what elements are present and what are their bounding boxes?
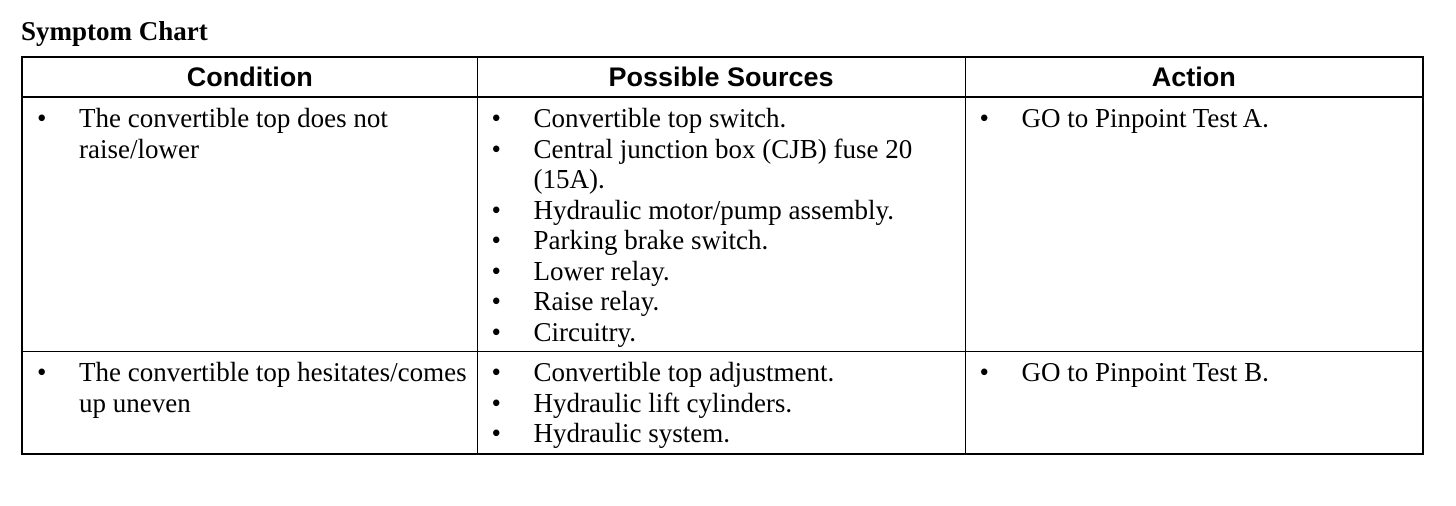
action-list	[966, 357, 1423, 388]
source-item: • Lower relay.	[478, 256, 965, 287]
source-item: • Raise relay.	[478, 286, 965, 317]
source-item: • Hydraulic system.	[478, 418, 965, 449]
table-header-row	[22, 57, 1423, 97]
sources-cell	[477, 352, 965, 454]
source-item: • Convertible top switch.	[478, 103, 965, 134]
condition-cell	[22, 352, 477, 454]
column-header-condition: Condition	[22, 57, 477, 97]
action-cell	[965, 97, 1423, 352]
condition-cell	[22, 97, 477, 352]
column-header-possible-sources: Possible Sources	[477, 57, 965, 97]
action-item: • GO to Pinpoint Test A.	[966, 103, 1423, 134]
condition-item: • The convertible top does not raise/lower	[23, 103, 477, 164]
table-row	[22, 97, 1423, 352]
column-header-action: Action	[965, 57, 1423, 97]
source-item: • Hydraulic lift cylinders.	[478, 388, 965, 419]
sources-list	[478, 357, 965, 449]
condition-list	[23, 103, 477, 164]
symptom-table	[21, 56, 1424, 455]
action-list	[966, 103, 1423, 134]
table-row	[22, 352, 1423, 454]
condition-list	[23, 357, 477, 418]
sources-list	[478, 103, 965, 347]
page-title: Symptom Chart	[21, 16, 208, 46]
source-item: • Central junction box (CJB) fuse 20 (15A).	[478, 134, 965, 195]
source-item: • Circuitry.	[478, 317, 965, 348]
sources-cell	[477, 97, 965, 352]
condition-item: • The convertible top hesitates/comes up uneven	[23, 357, 477, 418]
action-item: • GO to Pinpoint Test B.	[966, 357, 1423, 388]
action-cell	[965, 352, 1423, 454]
source-item: • Convertible top adjustment.	[478, 357, 965, 388]
source-item: • Parking brake switch.	[478, 225, 965, 256]
source-item: • Hydraulic motor/pump assembly.	[478, 195, 965, 226]
